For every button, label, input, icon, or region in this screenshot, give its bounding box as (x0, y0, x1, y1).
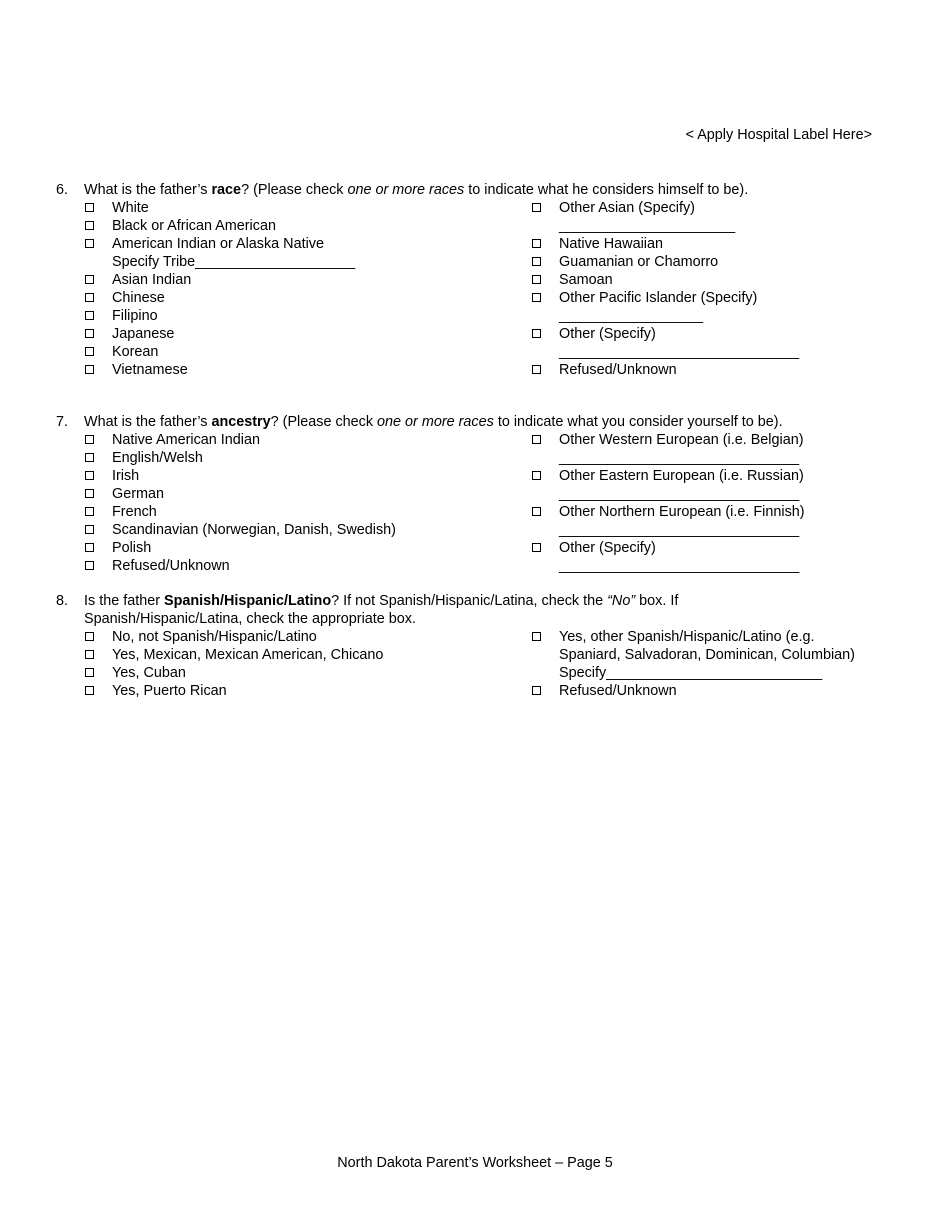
option-chinese[interactable] (84, 289, 504, 307)
option-korean[interactable] (84, 343, 504, 361)
question-7-ancestry (56, 413, 896, 576)
checkbox[interactable] (532, 329, 541, 338)
checkbox[interactable] (532, 293, 541, 302)
checkbox[interactable] (85, 239, 94, 248)
option-label: Refused/Unknown (559, 683, 677, 699)
checkbox[interactable] (85, 525, 94, 534)
option-scandinavian[interactable] (84, 521, 504, 539)
option-label: Polish (112, 540, 152, 556)
option-label: White (112, 200, 149, 216)
checkbox[interactable] (532, 275, 541, 284)
option-label: Filipino (112, 308, 158, 324)
option-other[interactable] (531, 325, 931, 343)
checkbox[interactable] (85, 293, 94, 302)
checkbox[interactable] (532, 543, 541, 552)
other-hispanic-specify-field[interactable]: Specify___________________________ (559, 665, 823, 681)
checkbox[interactable] (85, 543, 94, 552)
option-label: Other (Specify) (559, 540, 656, 556)
checkbox[interactable] (532, 435, 541, 444)
checkbox[interactable] (85, 365, 94, 374)
option-label: Samoan (559, 272, 613, 288)
option-label: Yes, Puerto Rican (112, 683, 227, 699)
option-vietnamese[interactable] (84, 361, 504, 379)
option-other-western-european[interactable] (531, 431, 931, 449)
option-label: Other Pacific Islander (Specify) (559, 290, 758, 306)
checkbox[interactable] (532, 471, 541, 480)
option-no[interactable] (84, 628, 504, 646)
option-native-american[interactable] (84, 431, 504, 449)
q8-text-bold-hispanic: Hispanic (223, 593, 284, 609)
q8-slash: / (283, 593, 288, 609)
option-polish[interactable] (84, 539, 504, 557)
question-8-text (56, 592, 896, 628)
q8-text-bold-spanish: Spanish (164, 593, 220, 609)
q8-text-italic: “No” (607, 593, 636, 609)
page-footer: North Dakota Parent’s Worksheet – Page 5 (337, 1155, 613, 1171)
option-label: Refused/Unknown (112, 558, 230, 574)
northern-specify-field[interactable]: ______________________________ (559, 522, 800, 538)
q7-text-post: to indicate what you consider yourself to be). (493, 414, 783, 430)
q6-text-post: to indicate what he considers himself to be). (464, 182, 749, 198)
option-puerto-rican[interactable] (84, 682, 504, 700)
option-label: American Indian or Alaska Native (112, 236, 324, 252)
option-label: Korean (112, 344, 159, 360)
checkbox[interactable] (85, 650, 94, 659)
option-label: Other Northern European (i.e. Finnish) (559, 504, 805, 520)
checkbox[interactable] (85, 507, 94, 516)
question-number: 6. (56, 182, 69, 198)
option-other-northern-european[interactable] (531, 503, 931, 521)
option-label: Black or African American (112, 218, 276, 234)
option-refused[interactable] (531, 682, 931, 700)
option-label: Native Hawaiian (559, 236, 663, 252)
checkbox[interactable] (85, 435, 94, 444)
checkbox[interactable] (85, 561, 94, 570)
other-asian-specify-field[interactable]: ______________________ (559, 218, 736, 234)
q6-text-bold: race (211, 182, 242, 198)
question-6-text (56, 181, 896, 199)
option-black[interactable] (84, 217, 504, 235)
option-samoan[interactable] (531, 271, 931, 289)
q7-text-italic: one or more races (377, 414, 494, 430)
option-label: Guamanian or Chamorro (559, 254, 719, 270)
option-other-hispanic[interactable] (531, 628, 931, 646)
other-specify-field[interactable]: ______________________________ (559, 558, 800, 574)
question-number: 7. (56, 414, 69, 430)
option-white[interactable] (84, 199, 504, 217)
checkbox[interactable] (85, 632, 94, 641)
checkbox[interactable] (85, 311, 94, 320)
option-asian-indian[interactable] (84, 271, 504, 289)
western-specify-field[interactable]: ______________________________ (559, 450, 800, 466)
option-mexican[interactable] (84, 646, 504, 664)
q6-text-pre: What is the father’s (84, 182, 212, 198)
checkbox[interactable] (532, 507, 541, 516)
checkbox[interactable] (532, 257, 541, 266)
eastern-specify-field[interactable]: ______________________________ (559, 486, 800, 502)
checkbox[interactable] (532, 686, 541, 695)
option-guamanian[interactable] (531, 253, 931, 271)
option-refused[interactable] (531, 361, 931, 379)
option-japanese[interactable] (84, 325, 504, 343)
option-label: Yes, Cuban (112, 665, 186, 681)
q8-text-bold-latino: Latino (287, 593, 332, 609)
checkbox[interactable] (532, 203, 541, 212)
checkbox[interactable] (85, 668, 94, 677)
option-filipino[interactable] (84, 307, 504, 325)
q7-text-mid: ? (Please check (270, 414, 378, 430)
option-label: German (112, 486, 164, 502)
checkbox[interactable] (85, 275, 94, 284)
option-other[interactable] (531, 539, 931, 557)
question-8-hispanic (56, 592, 896, 703)
option-label: Chinese (112, 290, 165, 306)
q7-text-bold: ancestry (211, 414, 271, 430)
other-pacific-specify-field[interactable]: __________________ (559, 308, 704, 324)
option-label: Irish (112, 468, 140, 484)
option-label: English/Welsh (112, 450, 203, 466)
option-label: Other Western European (i.e. Belgian) (559, 432, 804, 448)
option-native-hawaiian[interactable] (531, 235, 931, 253)
question-number: 8. (56, 593, 69, 609)
q8-text-pre: Is the father (84, 593, 164, 609)
checkbox[interactable] (532, 365, 541, 374)
question-7-text (56, 413, 896, 431)
hospital-label-placeholder: < Apply Hospital Label Here> (685, 127, 872, 143)
checkbox[interactable] (85, 453, 94, 462)
option-german[interactable] (84, 485, 504, 503)
option-label: Yes, other Spanish/Hispanic/Latino (e.g. (559, 629, 815, 645)
option-american-indian[interactable] (84, 235, 504, 253)
q8-slash: / (219, 593, 224, 609)
option-label: Asian Indian (112, 272, 192, 288)
checkbox[interactable] (85, 329, 94, 338)
option-label: Scandinavian (Norwegian, Danish, Swedish) (112, 522, 396, 538)
option-other-eastern-european[interactable] (531, 467, 931, 485)
option-french[interactable] (84, 503, 504, 521)
specify-tribe-field[interactable]: Specify Tribe____________________ (112, 254, 356, 270)
option-label: Other (Specify) (559, 326, 656, 342)
checkbox[interactable] (85, 471, 94, 480)
option-label: French (112, 504, 157, 520)
checkbox[interactable] (85, 347, 94, 356)
checkbox[interactable] (532, 239, 541, 248)
checkbox[interactable] (85, 686, 94, 695)
q8-text-line2: Spanish/Hispanic/Latina, check the appropriate box. (84, 611, 416, 627)
option-label: Yes, Mexican, Mexican American, Chicano (112, 647, 384, 663)
checkbox[interactable] (532, 632, 541, 641)
option-refused[interactable] (84, 557, 504, 575)
option-irish[interactable] (84, 467, 504, 485)
q6-text-italic: one or more races (347, 182, 465, 198)
checkbox[interactable] (85, 489, 94, 498)
other-specify-field[interactable]: ______________________________ (559, 344, 800, 360)
option-label: Vietnamese (112, 362, 188, 378)
option-label: Other Asian (Specify) (559, 200, 695, 216)
option-label: Other Eastern European (i.e. Russian) (559, 468, 804, 484)
q8-text-post: box. If (635, 593, 679, 609)
option-english-welsh[interactable] (84, 449, 504, 467)
option-label: Native American Indian (112, 432, 260, 448)
option-label: No, not Spanish/Hispanic/Latino (112, 629, 317, 645)
option-cuban[interactable] (84, 664, 504, 682)
option-label: Japanese (112, 326, 175, 342)
option-other-asian[interactable] (531, 199, 931, 217)
q6-text-mid: ? (Please check (241, 182, 348, 198)
q8-text-mid: ? If not Spanish/Hispanic/Latina, check the (331, 593, 608, 609)
option-other-pacific[interactable] (531, 289, 931, 307)
option-label: Refused/Unknown (559, 362, 677, 378)
question-6-race (56, 181, 896, 379)
option-other-hispanic-continued: Spaniard, Salvadoran, Dominican, Columbian) (559, 647, 855, 663)
checkbox[interactable] (85, 221, 94, 230)
q7-text-pre: What is the father’s (84, 414, 212, 430)
checkbox[interactable] (85, 203, 94, 212)
